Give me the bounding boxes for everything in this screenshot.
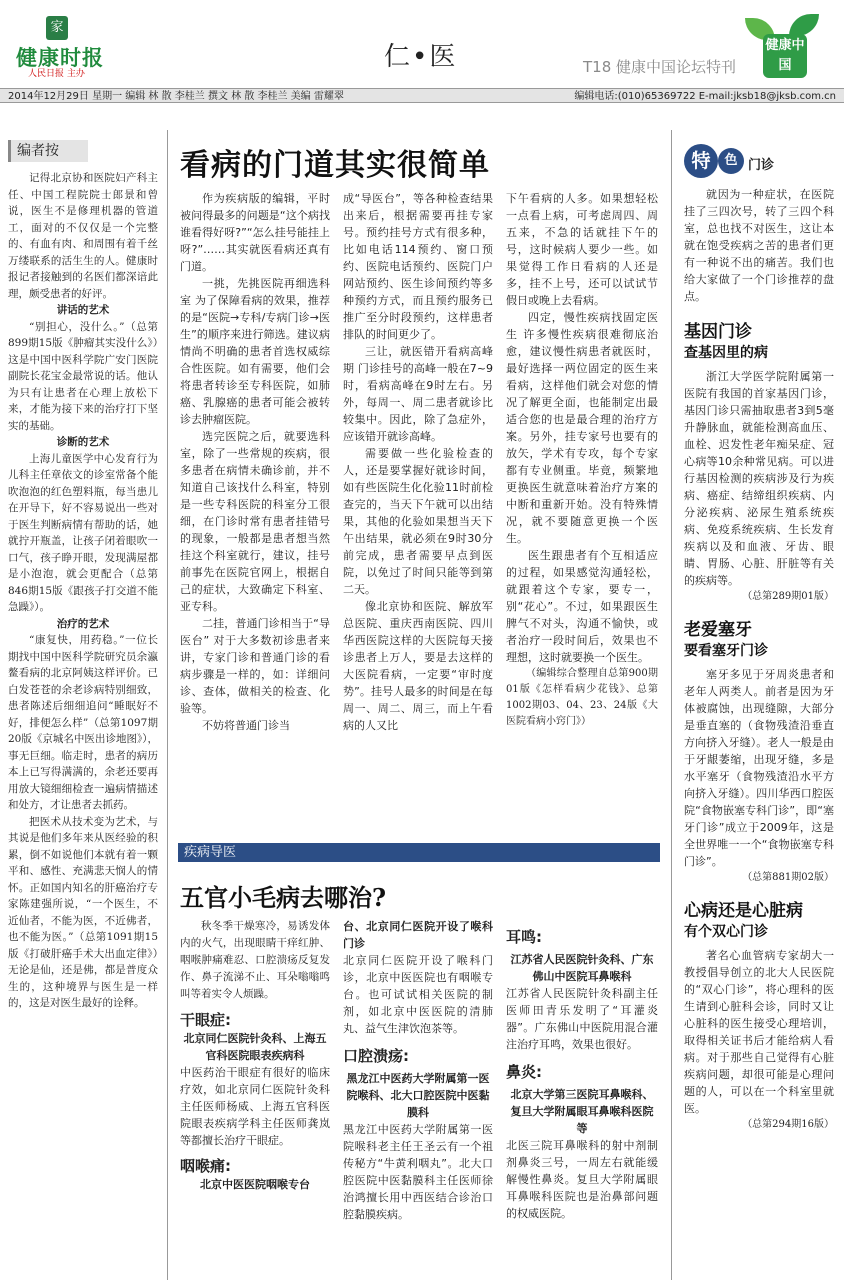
ear-text: 江苏省人民医院针灸科副主任医师田青乐发明了“耳灌炎器”。广东佛山中医院用混合灌注治疗耳鸣，效果也很好。 (506, 987, 658, 1051)
health-china-badge (741, 14, 823, 78)
special-circle: 特 (684, 144, 718, 178)
article1-title: 看病的门道其实很简单 (180, 148, 490, 183)
column-divider (167, 130, 168, 1280)
article1-source-note: （编辑综合整理自总第900期01版《怎样看病少花钱》、总第1002期03、04、23、24版《大医院看病小窍门》） (506, 668, 658, 727)
paragraph: 选完医院之后，就要选科室，除了一些常规的疾病，很多患者在病情未确诊前，并不知道自己该找什么科室，特别是一些专科医院的科室分工很细，在门诊时常有患者挂错号的现象，一般都是患者想当然挂这个科室就行，建议，挂号前事先在医院官网上，根据自己的症状，大致确定下科室、亚专科。 (180, 430, 330, 613)
eye-text: 中医药治干眼症有很好的临床疗效，如北京同仁医院针灸科主任医师杨威、上海五官科医院眼表疾病学科主任医师龚岚等都擅长治疗干眼症。 (180, 1066, 330, 1147)
leaf-icon (789, 14, 819, 36)
gene-clinic-text: 浙江大学医学院附属第一医院有我国的首家基因门诊，基因门诊只需抽取患者3到5毫升静脉血，就能检测高血压、血栓、迟发性老年痴呆症、冠心病等10余种常见病。可以进行基因检测的疾病涉及行为疾病、癌症、结缔组织疾病、内分泌疾病、泌尿生殖系统疾病、免疫系统疾病、生长发育疾病以及和血液、牙齿、眼睛、胃肠、心脏、肝脏等有关的疾病等。 (684, 370, 834, 587)
tooth-clinic-title: 老爱塞牙 (684, 620, 752, 640)
paragraph: 需要做一些化验检查的人，还是要掌握好就诊时间，如有些医院生化化验11时前检查完的，当天下午就可以出结果，其他的化验如果想当天下午出结果，就必须在9时30分前完成，患者需要早点到医院，以免过了时间只能等到第二天。 (343, 447, 493, 596)
tooth-clinic-text: 塞牙多见于牙周炎患者和老年人两类人。前者是因为牙体被腐蚀，出现缝隙，大部分是垂直塞的（食物残渣沿垂直方向挤入牙缝）。老人一般是由于牙龈萎缩，出现牙缝，多是水平塞牙（食物残渣沿水平方向挤入牙缝）。四川华西口腔医院“食物嵌塞专科门诊”，即“塞牙门诊”成立于2009年，这是全世界唯一一个“食物嵌塞专科门诊”。 (684, 668, 834, 868)
logo-sub: 人民日报 主办 (28, 69, 85, 79)
date-line: 2014年12月29日 星期一 编辑 林 散 李桂兰 撰文 林 散 李桂兰 美编 雷耀翠 (8, 91, 344, 102)
editor-s3-text: “康复快，用药稳。”一位长期找中国中医科学院研究员余瀛鳌看病的北京阿姨这样评价。已白发苍苍的余老诊病特别细致，患者陈述后细细追问“睡眠好不好，排便怎么样”（总第1097期20版《京城名中医出诊地图》），事无巨细。临走时，患者的病历本上已写得满满的，余老还要再用放大镜细细检查一遍病情描述和处方，才让患者去抓药。 (8, 634, 158, 811)
heart-clinic-text: 著名心血管病专家胡大一教授倡导创立的北大人民医院的“双心门诊”，将心理科的医生请到心脏科会诊，同时又让心脏科的医生接受心理培训，取得相关证书后才能给病人看病。对于那些自己觉得有心脏疾病问题，却很可能是心理问题的人，可以在一个科室里就医。 (684, 949, 834, 1115)
nose-text: 北医三院耳鼻喉科的射中剂制剂鼻炎三号，一周左右就能缓解慢性鼻炎。复旦大学附属眼耳鼻喉科医院也是治鼻部问题的权威医院。 (506, 1139, 658, 1220)
newspaper-logo (8, 8, 128, 79)
special-clinic-heading (684, 142, 834, 182)
sidebar (684, 186, 834, 1281)
paragraph: 不妨将普通门诊当 (202, 719, 290, 732)
gene-clinic-sub: 查基因里的病 (684, 345, 768, 361)
article1-col3 (506, 190, 658, 840)
mouth-hospitals: 黑龙江中医药大学附属第一医院喉科、北大口腔医院中医黏膜科 (346, 1072, 490, 1119)
clinic-label: 门诊 (748, 158, 775, 173)
heart-clinic-note: （总第294期16版） (742, 1119, 834, 1130)
contact-line: 编辑电话:(010)65369722 E-mail:jksb18@jksb.com.cn (574, 91, 836, 102)
nose-hospitals: 北京大学第三医院耳鼻喉科、复旦大学附属眼耳鼻喉科医院等 (510, 1088, 654, 1135)
heart-clinic-sub: 有个双心门诊 (684, 924, 768, 940)
tooth-clinic-note: （总第881期02版） (742, 872, 834, 883)
editor-s1-text: “别担心，没什么。”（总第899期15版《肿瘤其实没什么》）这是中国中医科学院广安门医院副院长花宝金最常说的话。他认为只有让患者在心理上放松下来，才能为接下来的治疗打下坚实的基础。 (8, 320, 158, 432)
article2-col3 (506, 926, 658, 1283)
paragraph: 作为疾病版的编辑，平时被问得最多的问题是“这个病找谁看得好呀?”“怎么挂号能挂上呀?”……其实就医看病还真有门道。 (180, 192, 330, 273)
ear-hospitals: 江苏省人民医院针灸科、广东佛山中医院耳鼻喉科 (510, 953, 654, 983)
article2-col1 (180, 918, 330, 1283)
article1-col1 (180, 190, 330, 840)
article2-title: 五官小毛病去哪治? (180, 883, 387, 912)
editor-s2-title: 诊断的艺术 (56, 436, 110, 448)
mouth-text: 黑龙江中医药大学附属第一医院喉科老主任王圣云有一个祖传秘方“牛黄利咽丸”。北大口腔医院中医黏膜科主任医师徐治鸿擅长用中西医结合诊治口腔黏膜疾病。 (343, 1123, 493, 1221)
gene-clinic-note: （总第289期01版） (742, 591, 834, 602)
paragraph: 一挑，先挑医院再细选科室 为了保障看病的效果，推荐的是“医院→专科/专病门诊→医生”的顺序来进行筛选。建议病情尚不明确的患者首选权威综合性医院。如有需要，他们会将患者转诊至专科医院，如肺癌、乳腺癌的患者可能会被转诊去肿瘤医院。 (180, 277, 330, 426)
article2-col2 (343, 918, 493, 1283)
editor-note (8, 170, 158, 1012)
throat-hospitals-cont: 台、北京同仁医院开设了喉科门诊 (343, 920, 493, 950)
article1-col2 (343, 190, 493, 840)
color-circle: 色 (718, 148, 744, 174)
paragraph: 像北京协和医院、解放军总医院、重庆西南医院、四川华西医院这样的大医院每天接诊患者上万人，要是去这样的大医院看病，一定要“审时度势”。挂号人最多的时间是在每周一、周二、周三，而上午看病的人又比 (343, 600, 493, 732)
editor-s1-title: 讲话的艺术 (56, 304, 110, 316)
throat-text: 北京同仁医院开设了喉科门诊，北京中医医院也有咽喉专台。也可试试相关医院的制剂，如北京中医医院的清肺丸、益气生津饮泡茶等。 (343, 954, 493, 1035)
paragraph: 二挂，普通门诊相当于“导医台” 对于大多数初诊患者来讲，专家门诊和普通门诊的看病步骤是一样的，如：详细问诊、查体，做相关的检查、化验等。 (180, 617, 330, 715)
badge-text: 健康中国 (763, 34, 807, 78)
eye-heading: 干眼症: (180, 1011, 231, 1029)
gene-clinic-title: 基因门诊 (684, 322, 752, 342)
editor-intro: 记得北京协和医院妇产科主任、中国工程院院士郎景和曾说，医生不是修理机器的管道工，面对的不仅仅是一个完整的、有血有肉、和周围有着千丝万缕联系的活生生的人。健康时报记者接触到的名医们都深谙此理，颇受患者的好评。 (8, 172, 158, 300)
tooth-clinic-sub: 要看塞牙门诊 (684, 643, 768, 659)
disease-guide-banner: 疾病导医 (178, 843, 660, 862)
paragraph: 成“导医台”，等各种检查结果出来后，根据需要再挂专家号。预约挂号方式有很多种，比如电话114预约、窗口预约、医院电话预约、医院门户网站预约、医生诊间预约等多种预约方式，而且预约服务已推广至分时段预约，这样患者排队的时间更少了。 (343, 192, 493, 341)
paragraph: 医生跟患者有个互相适应的过程，如果感觉沟通轻松，就跟着这个专家，要专一，别“花心”。不过，如果跟医生脾气不对头，沟通不愉快，或者治疗一段时间后，效果也不理想，这时就要换一个医生。 (506, 549, 658, 664)
mouth-heading: 口腔溃疡: (343, 1047, 409, 1065)
throat-heading: 咽喉痛: (180, 1157, 231, 1175)
paragraph: 下午看病的人多。如果想轻松一点看上病，可考虑周四、周五来，不急的话就挂下午的号，这时候病人要少一些。如果觉得工作日看病的人还是多，挂不上号，还可以试试节假日或晚上去看病。 (506, 192, 658, 307)
paragraph: 四定，慢性疾病找固定医生 许多慢性疾病很难彻底治愈，建议慢性病患者就医时，最好选择一两位固定的医生来看病，这样他们就会对您的情况了解更全面，也能制定出最适合您的也是最合理的治疗方案。另外，挂专家号也要有的放矢，学术有专攻，每个专家都有专业侧重。毕竟，频繁地更换医生就意味着治疗方案的中断和重新开始。没有特殊情况，就不要随意更换一个医生。 (506, 311, 658, 545)
eye-hospitals: 北京同仁医院针灸科、上海五官科医院眼表疾病科 (183, 1032, 327, 1062)
sidebar-intro: 就因为一种症状，在医院挂了三四次号，转了三四个科室，总也找不对医生，这让本就在饱受疾病之苦的患者们更有一种说不出的痛苦。我们也给大家做了一个门诊推荐的盘点。 (684, 188, 834, 303)
date-bar (0, 88, 844, 103)
section-title: 仁•医 (384, 42, 458, 72)
editor-note-heading: 编者按 (8, 140, 88, 162)
ear-heading: 耳鸣: (506, 928, 542, 946)
page-label: T18 健康中国论坛特刊 (583, 58, 737, 76)
paragraph: 三让，就医错开看病高峰期 门诊挂号的高峰一般在7~9时，看病高峰在9时左右。另外，每周一、周二患者就诊比较集中。因此，除了急症外，应该错开就诊高峰。 (343, 345, 493, 443)
article2-intro: 秋冬季干燥寒冷，易诱发体内的火气，出现眼睛干痒红肿、咽喉肿痛难忍、口腔溃疡反复发作、鼻子流涕不止、耳朵嗡嗡鸣叫等着实令人烦躁。 (180, 920, 330, 1000)
throat-hospitals: 北京中医医院咽喉专台 (200, 1178, 310, 1191)
editor-s4-text: 把医术从技术变为艺术，与其说是他们多年来从医经验的积累，倒不如说他们本就有着一颗平和、感性、充满悲天悯人的情怀。正如国内知名的肝癌治疗专家陈建强所说，“一个医生，不近仙者，不能为医，不近佛者，也不能为医。”（总第1091期15版《打破肝癌手术大出血定律》）无论是仙，还是佛，都是普度众生的，这种境界与医生是一样的，这是对医生最好的诠释。 (8, 815, 158, 1009)
nose-heading: 鼻炎: (506, 1063, 542, 1081)
logo-text: 健康时报 (16, 45, 104, 70)
heart-clinic-title: 心病还是心脏病 (684, 901, 803, 921)
editor-s2-text: 上海儿童医学中心发育行为儿科主任章依文的诊室常备个能吹泡泡的红色塑料瓶，每当患儿在开导下，好不容易说出一些对于医生判断病情有帮助的话，她就拧开瓶盖，让孩子闭着眼吹一口气，孩子睁开眼，发现满屋都是小泡泡，就会更配合（总第846期15版《跟孩子打交道不能急躁》）。 (8, 452, 158, 613)
logo-emblem: 家 (46, 16, 68, 40)
editor-s3-title: 治疗的艺术 (56, 617, 110, 630)
column-divider (671, 130, 672, 1280)
